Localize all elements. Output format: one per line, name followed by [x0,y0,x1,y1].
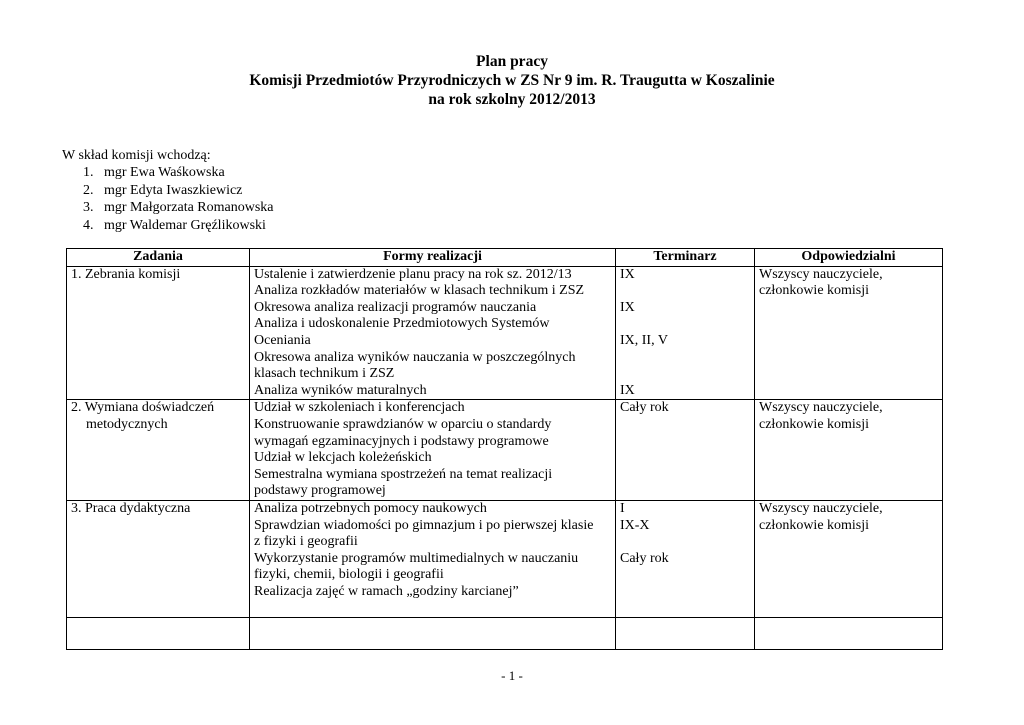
members-list [62,164,274,234]
committee-members [62,147,274,234]
table-row [67,400,943,501]
responsible-cell: Wszyscy nauczyciele, członkowie komisji [755,500,943,617]
forms-cell: Ustalenie i zatwierdzenie planu pracy na rok sz. 2012/13 Analiza rozkładów materiałów w klasach technikum i ZSZ Okresowa analiza realizacji programów nauczania Analiza i udoskonalenie Przedmiotowych Systemów Oceniania Okresowa analiza wyników nauczania w poszczególnych klasach technikum i ZSZ Analiza wyników maturalnych [250,266,616,400]
page-number: - 1 - [501,668,523,683]
title-line-1: Plan pracy [476,53,548,70]
forms-cell: Analiza potrzebnych pomocy naukowych Sprawdzian wiadomości po gimnazjum i po pierwszej klasie z fizyki i geografii Wykorzystanie programów multimedialnych w nauczaniu fizyki, chemii, biologii i geografii Realizacja zajęć w ramach „godziny karcianej” [250,500,616,617]
table-row-empty [67,618,943,650]
empty-cell [67,618,250,650]
document-title [0,52,1024,109]
schedule-cell: I IX-X Cały rok [616,500,755,617]
table-header-row [67,249,943,267]
table-row [67,500,943,617]
forms-cell: Udział w szkoleniach i konferencjach Konstruowanie sprawdzianów w oparciu o standardy wymagań egzaminacyjnych i podstawy programowe Udział w lekcjach koleżeńskich Semestralna wymiana spostrzeżeń na temat realizacji podstawy programowej [250,400,616,501]
member-name: mgr Małgorzata Romanowska [104,200,274,216]
task-cell: 3. Praca dydaktyczna [67,500,250,617]
header-forms: Formy realizacji [250,249,616,267]
header-tasks: Zadania [67,249,250,267]
title-line-3: na rok szkolny 2012/2013 [428,91,596,108]
responsible-cell: Wszyscy nauczyciele, członkowie komisji [755,266,943,400]
empty-cell [755,618,943,650]
schedule-cell: Cały rok [616,400,755,501]
task-cell: 2. Wymiana doświadczeń metodycznych [67,400,250,501]
empty-cell [250,618,616,650]
member-item: 4. mgr Waldemar Gręźlikowski [83,217,266,233]
header-schedule: Terminarz [616,249,755,267]
schedule-cell: IX IX IX, II, V IX [616,266,755,400]
responsible-cell: Wszyscy nauczyciele, członkowie komisji [755,400,943,501]
table-row [67,266,943,400]
task-cell: 1. Zebrania komisji [67,266,250,400]
header-responsible: Odpowiedzialni [755,249,943,267]
member-item: 1. mgr Ewa Waśkowska [83,165,225,181]
member-item: 3. mgr Małgorzata Romanowska [83,200,274,216]
members-intro: W skład komisji wchodzą: [62,148,211,163]
member-name: mgr Ewa Waśkowska [104,165,225,181]
empty-cell [616,618,755,650]
member-name: mgr Edyta Iwaszkiewicz [104,182,243,198]
work-plan-table [66,248,943,650]
member-name: mgr Waldemar Gręźlikowski [104,217,266,233]
member-item: 2. mgr Edyta Iwaszkiewicz [83,182,243,198]
title-line-2: Komisji Przedmiotów Przyrodniczych w ZS Nr 9 im. R. Traugutta w Koszalinie [249,72,775,89]
